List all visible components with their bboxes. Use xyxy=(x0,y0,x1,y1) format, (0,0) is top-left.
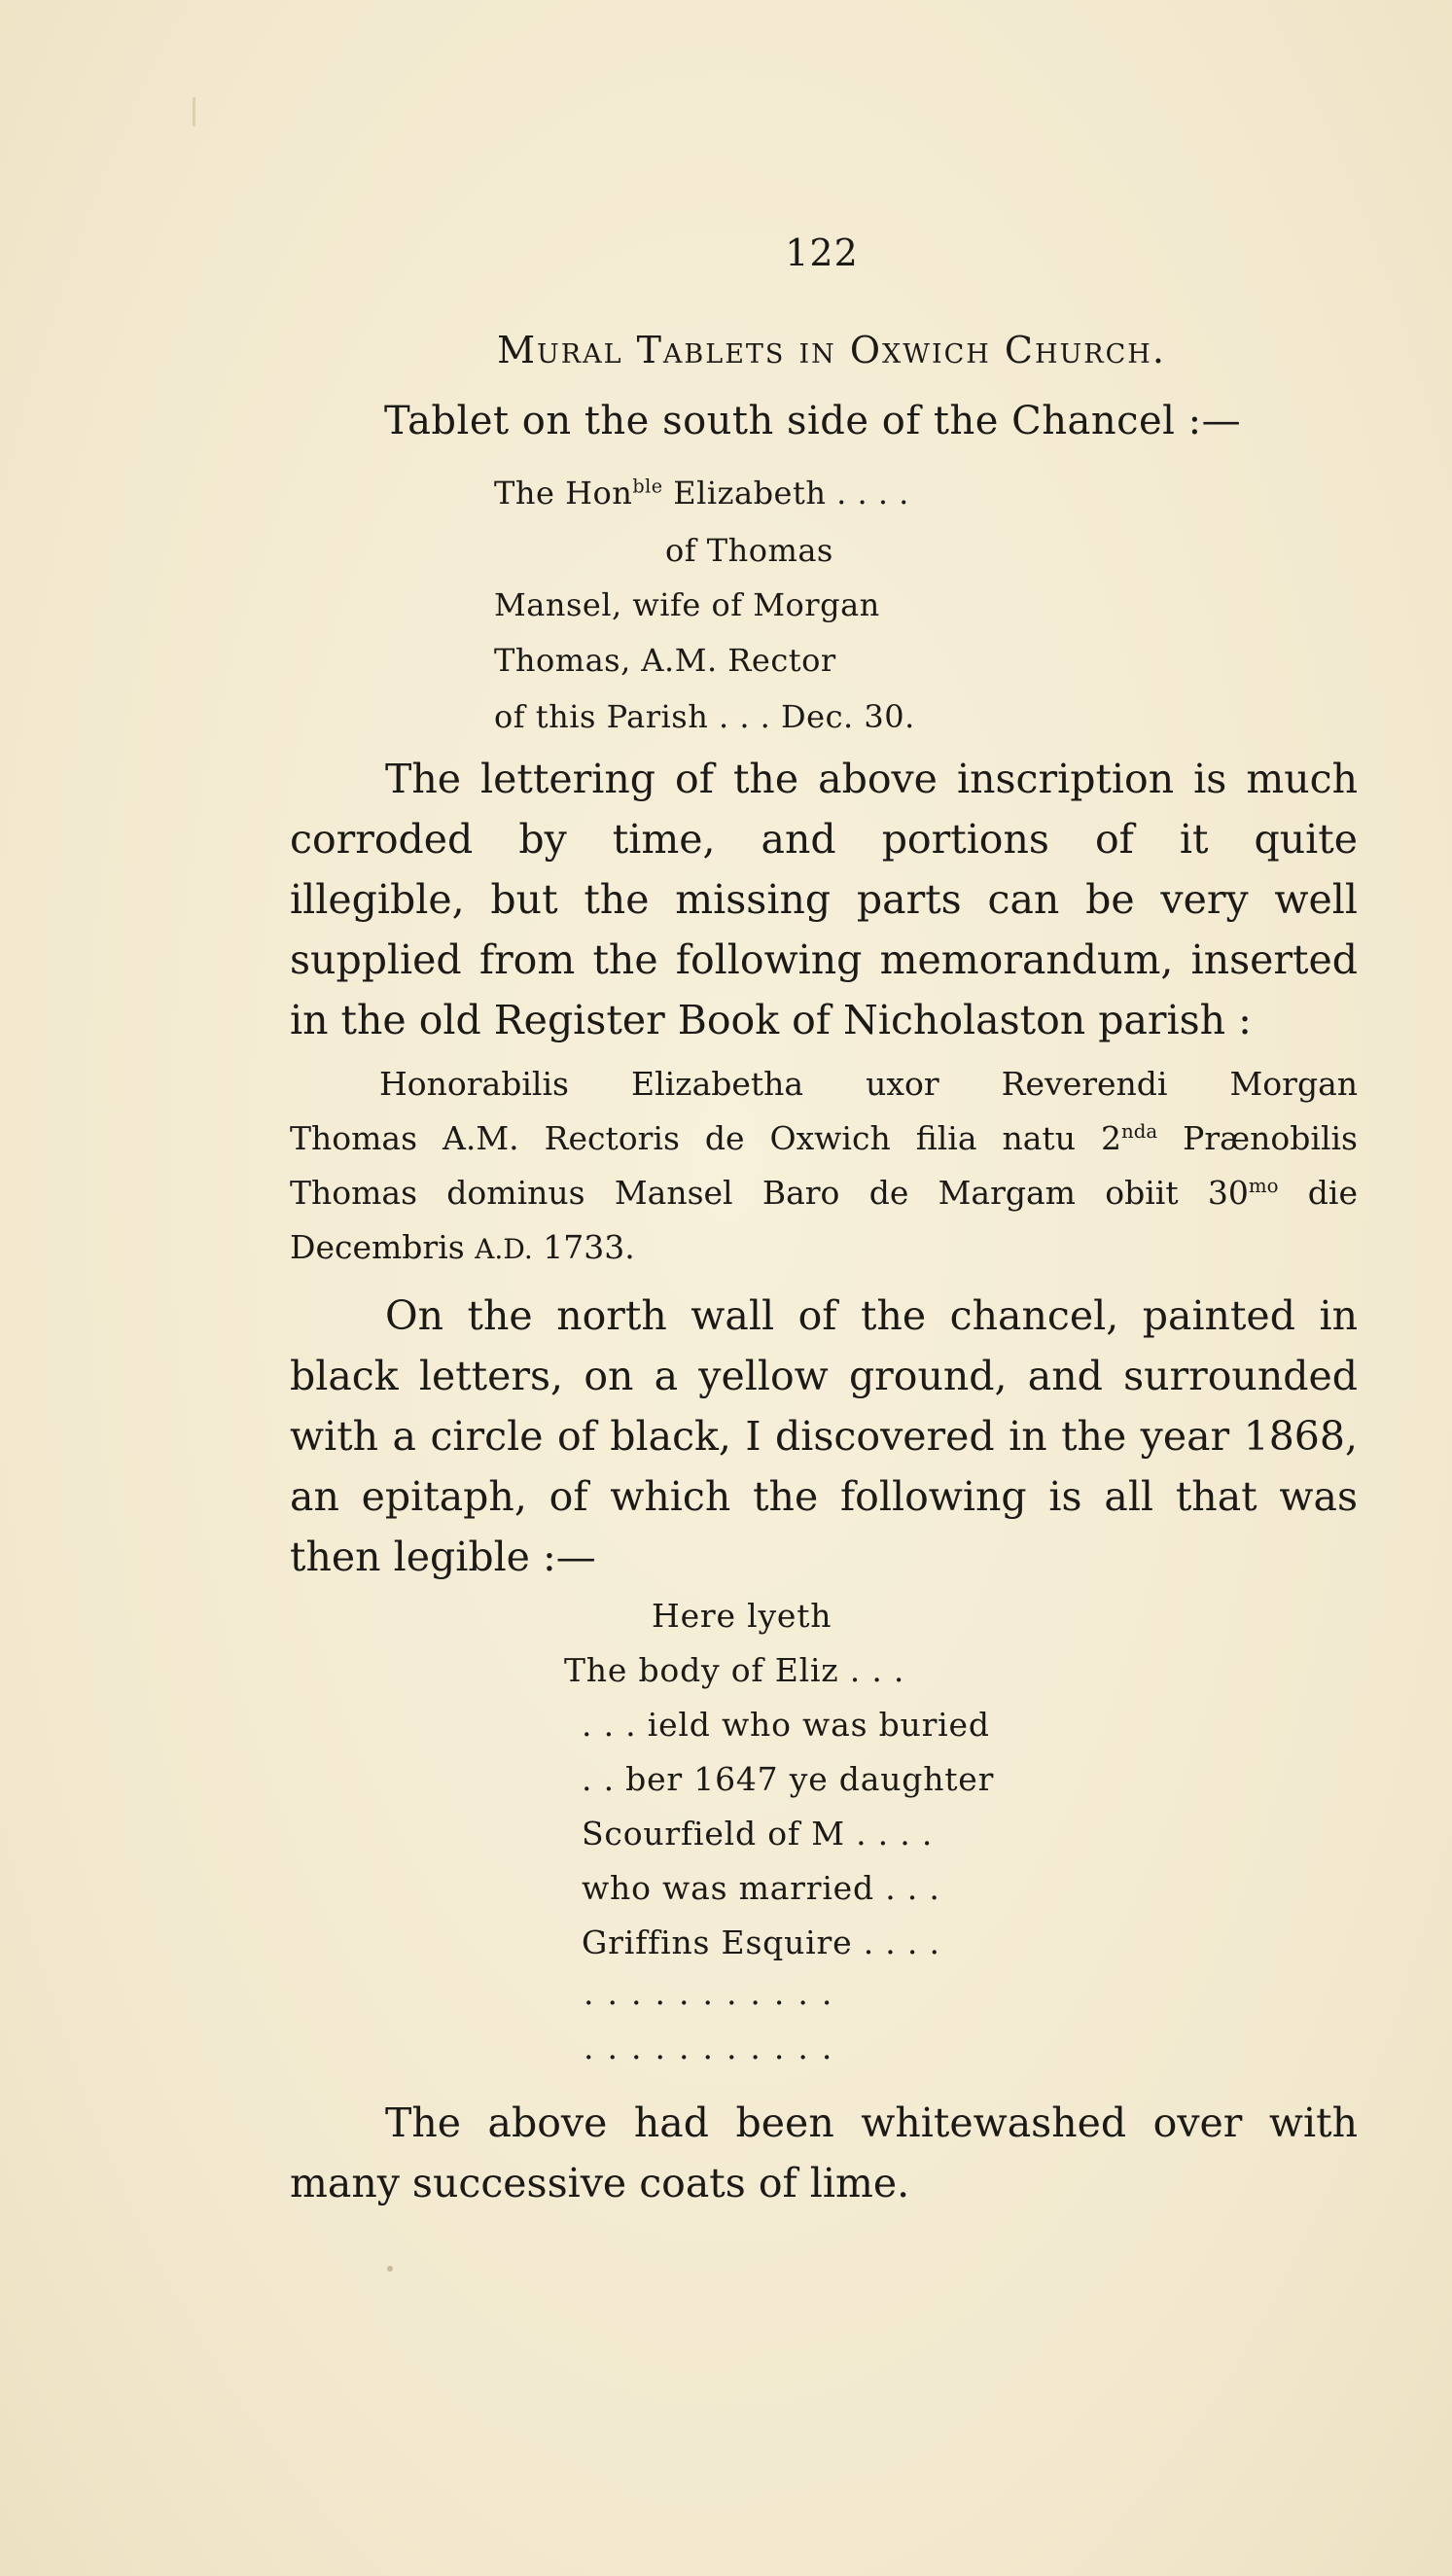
epitaph-line-7: Griffins Esquire . . . . xyxy=(582,1923,940,1961)
latin-line-4-pre: Decembris xyxy=(290,1228,476,1266)
page-edge-mark xyxy=(193,97,195,126)
paragraph-3-line: many successive coats of lime. xyxy=(290,2160,910,2206)
paragraph-1-line: The lettering of the above inscription is much xyxy=(385,756,1358,802)
latin-line-2-sup: nda xyxy=(1120,1120,1158,1143)
paragraph-2-line: an epitaph, of which the following is all that was xyxy=(290,1473,1358,1520)
paragraph-2-line: On the north wall of the chancel, painted in xyxy=(385,1292,1358,1339)
epitaph-line-6: who was married . . . xyxy=(582,1869,940,1907)
section-heading: Mural Tablets in Oxwich Church. xyxy=(497,329,1166,371)
paragraph-1-line: in the old Register Book of Nicholaston parish : xyxy=(290,997,1252,1043)
epitaph-line-2: The body of Eliz . . . xyxy=(564,1651,905,1689)
tablet-line-4: Thomas, A.M. Rector xyxy=(494,642,836,679)
latin-line-2-post: Prænobilis xyxy=(1157,1119,1358,1157)
latin-line-3-post: die xyxy=(1278,1174,1358,1212)
epitaph-line-1: Here lyeth xyxy=(652,1597,832,1635)
latin-line-4-ad: A.D. xyxy=(475,1233,533,1265)
latin-memorandum xyxy=(290,1057,1358,1277)
tablet-line-3: Mansel, wife of Morgan xyxy=(494,586,880,623)
paragraph-2-line: black letters, on a yellow ground, and surrounded xyxy=(290,1353,1358,1399)
tablet-line-2: of Thomas xyxy=(665,532,833,569)
epitaph-line-3: . . . ield who was buried xyxy=(582,1706,990,1744)
latin-line-3-pre: Thomas dominus Mansel Baro de Margam obiit 30 xyxy=(290,1174,1249,1212)
paragraph-1-line: illegible, but the missing parts can be very well xyxy=(290,876,1358,923)
epitaph-ellipsis-2: ........... xyxy=(584,2029,846,2066)
tablet-line-1-sup: ble xyxy=(632,475,663,498)
paragraph-2 xyxy=(290,1286,1358,1587)
paragraph-2-line: with a circle of black, I discovered in the year 1868, xyxy=(290,1413,1358,1460)
section-subheading: Tablet on the south side of the Chancel :— xyxy=(384,399,1242,443)
epitaph-ellipsis-1: ........... xyxy=(584,1974,846,2012)
paragraph-3-line: The above had been whitewashed over with xyxy=(385,2100,1358,2146)
paragraph-1-line: supplied from the following memorandum, inserted xyxy=(290,936,1358,983)
latin-line-3-sup: mo xyxy=(1248,1175,1279,1197)
epitaph-line-4: . . ber 1647 ye daughter xyxy=(582,1760,995,1798)
tablet-line-5: of this Parish . . . Dec. 30. xyxy=(494,698,915,735)
tablet-line-1-pre: The Hon xyxy=(494,475,633,512)
tablet-line-1-post: Elizabeth . . . . xyxy=(662,475,909,512)
latin-line-1: Honorabilis Elizabetha uxor Reverendi Morgan xyxy=(379,1065,1358,1103)
paper-speck xyxy=(387,2266,393,2272)
latin-line-3 xyxy=(290,1166,1358,1220)
tablet-line-1 xyxy=(494,475,909,512)
epitaph-line-5: Scourfield of M . . . . xyxy=(582,1815,934,1853)
latin-line-4 xyxy=(290,1220,1358,1277)
paragraph-1 xyxy=(290,749,1358,1050)
page-number: 122 xyxy=(785,231,859,274)
latin-line-2 xyxy=(290,1112,1358,1166)
paragraph-1-line: corroded by time, and portions of it quite xyxy=(290,816,1358,863)
paragraph-2-line: then legible :— xyxy=(290,1534,596,1580)
latin-line-4-post: 1733. xyxy=(532,1228,635,1266)
latin-line-2-pre: Thomas A.M. Rectoris de Oxwich filia natu 2 xyxy=(290,1119,1121,1157)
paragraph-3 xyxy=(290,2093,1358,2213)
